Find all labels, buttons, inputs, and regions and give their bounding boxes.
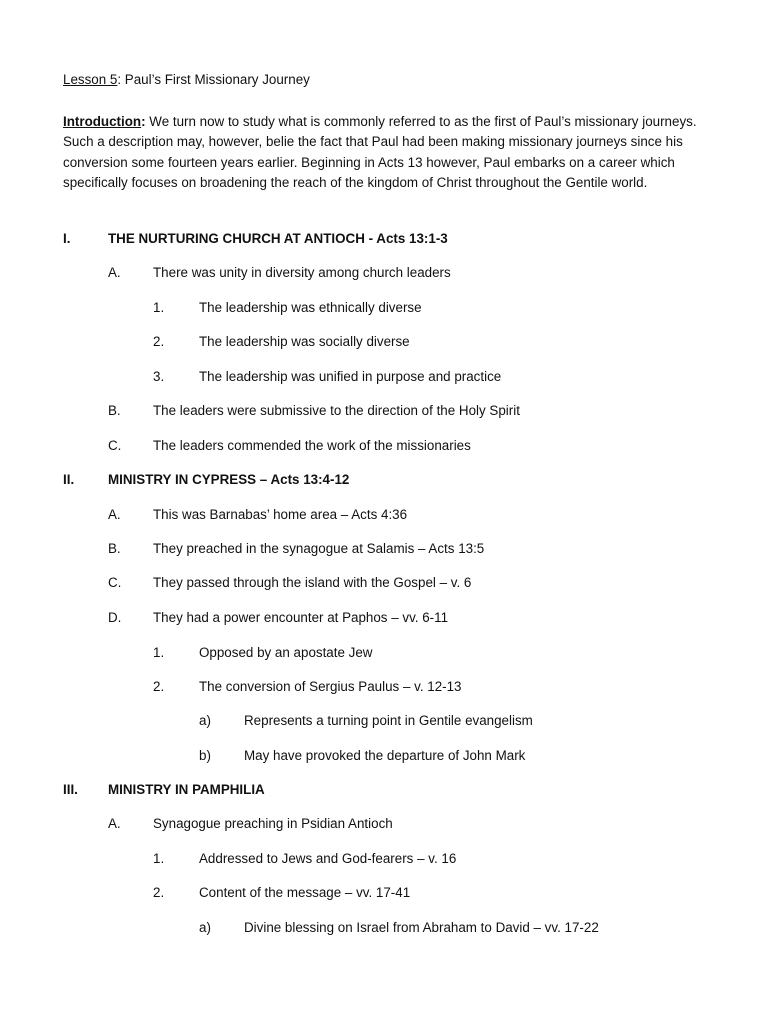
outline-text: They had a power encounter at Paphos – vv. 6-11 <box>153 610 449 625</box>
outline-text: Represents a turning point in Gentile evangelism <box>244 713 533 728</box>
outline-text: The conversion of Sergius Paulus – v. 12-13 <box>199 679 462 694</box>
outline-number: B. <box>108 541 121 556</box>
outline-number: A. <box>108 265 121 280</box>
outline-number: A. <box>108 816 121 831</box>
outline-text: May have provoked the departure of John Mark <box>244 748 526 763</box>
introduction-paragraph <box>63 112 708 194</box>
outline-text: They passed through the island with the Gospel – v. 6 <box>153 575 472 590</box>
outline-number: 1. <box>153 300 165 315</box>
introduction-colon: : <box>141 114 146 129</box>
outline-text: Addressed to Jews and God-fearers – v. 16 <box>199 851 457 866</box>
outline-number: b) <box>199 748 211 763</box>
outline-number: I. <box>63 231 71 246</box>
introduction-label: Introduction <box>63 114 142 129</box>
outline-text: This was Barnabas’ home area – Acts 4:36 <box>153 507 408 522</box>
outline-text: The leaders commended the work of the missionaries <box>153 438 471 453</box>
outline-text: Divine blessing on Israel from Abraham to David – vv. 17-22 <box>244 920 599 935</box>
outline-number: a) <box>199 920 211 935</box>
outline-number: II. <box>63 472 75 487</box>
outline-number: a) <box>199 713 211 728</box>
outline-text: There was unity in diversity among church leaders <box>153 265 451 280</box>
outline-number: III. <box>63 782 78 797</box>
outline-text: The leadership was ethnically diverse <box>199 300 422 315</box>
outline-text: They preached in the synagogue at Salamis – Acts 13:5 <box>153 541 485 556</box>
outline-number: C. <box>108 438 122 453</box>
outline-number: 2. <box>153 679 165 694</box>
outline-heading: MINISTRY IN PAMPHILIA <box>108 782 265 797</box>
outline-number: 2. <box>153 334 165 349</box>
lesson-title-text: : Paul’s First Missionary Journey <box>117 72 310 87</box>
outline-heading: MINISTRY IN CYPRESS – Acts 13:4-12 <box>108 472 350 487</box>
outline-text: Opposed by an apostate Jew <box>199 645 373 660</box>
outline-number: A. <box>108 507 121 522</box>
outline-number: 3. <box>153 369 165 384</box>
outline-number: B. <box>108 403 121 418</box>
outline-text: The leadership was unified in purpose and practice <box>199 369 502 384</box>
outline-number: 2. <box>153 885 165 900</box>
outline-number: C. <box>108 575 122 590</box>
outline-heading: THE NURTURING CHURCH AT ANTIOCH - Acts 13:1-3 <box>108 231 448 246</box>
introduction-text: We turn now to study what is commonly referred to as the first of Paul’s missionary journeys. Such a description may, however, belie the fact that Paul had been making missionary journeys since his conversion some fourteen years earlier. Beginning in Acts 13 however, Paul embarks on a career which specifically focuses on broadening the reach of the kingdom of Christ throughout the Gentile world. <box>63 114 697 191</box>
outline-number: 1. <box>153 645 165 660</box>
outline-number: D. <box>108 610 122 625</box>
outline-text: Content of the message – vv. 17-41 <box>199 885 411 900</box>
outline-text: The leadership was socially diverse <box>199 334 410 349</box>
outline-text: The leaders were submissive to the direction of the Holy Spirit <box>153 403 520 418</box>
outline-number: 1. <box>153 851 165 866</box>
lesson-number: Lesson 5 <box>63 72 118 87</box>
outline-text: Synagogue preaching in Psidian Antioch <box>153 816 393 831</box>
